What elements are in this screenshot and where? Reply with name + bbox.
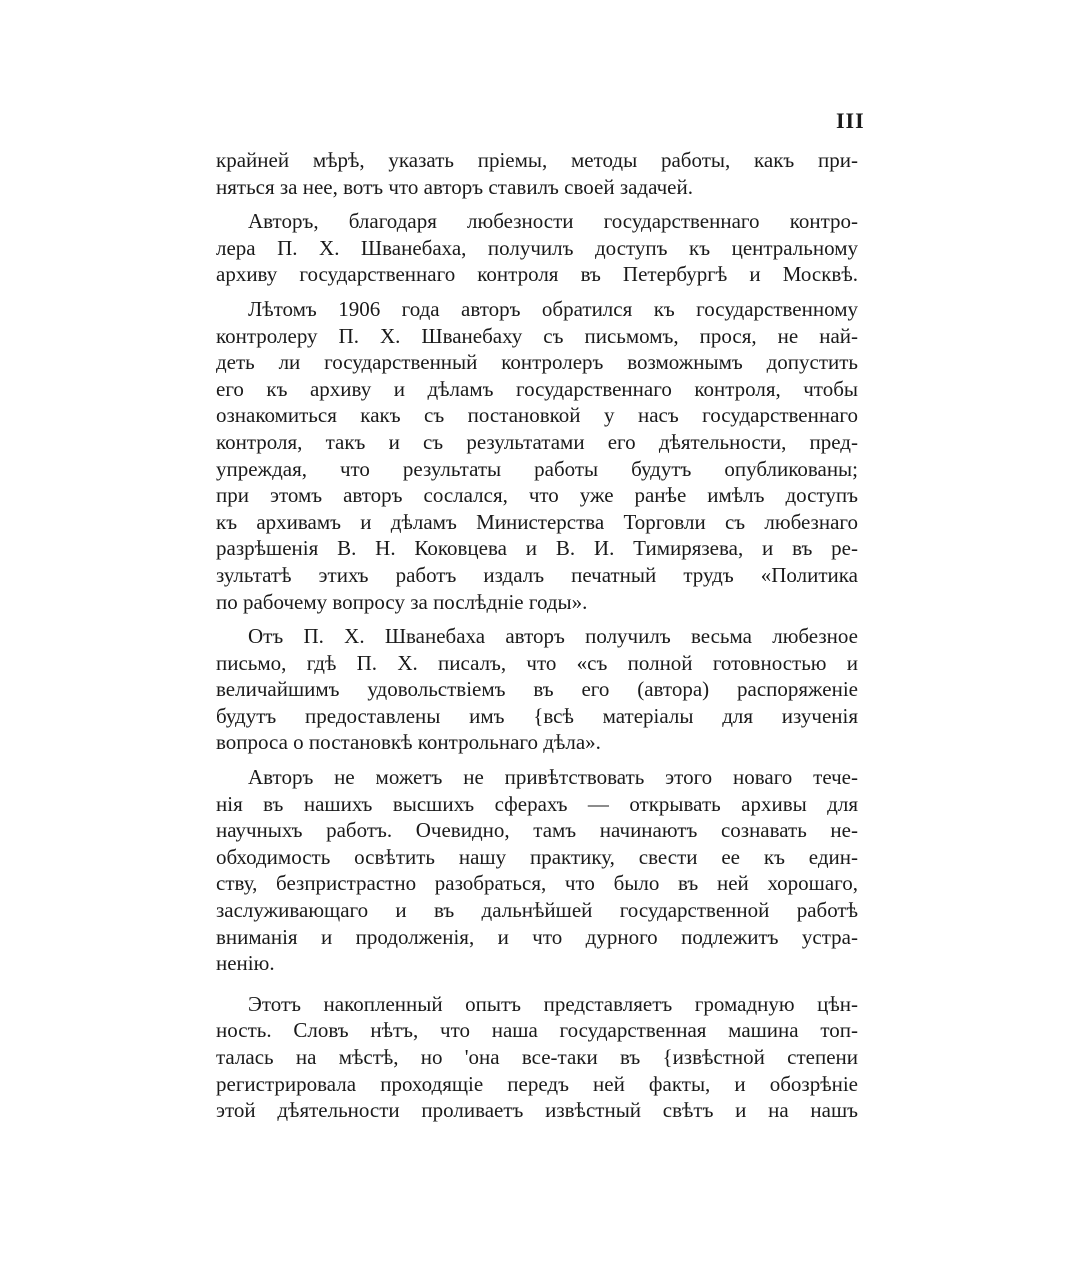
- text-line: вопроса о постановкѣ контрольнаго дѣла».: [216, 730, 601, 755]
- text-line: Авторъ не можетъ не привѣтствовать этого новаго тече-: [248, 765, 858, 790]
- text-line: будутъ предоставлены имъ {всѣ матеріалы для изученія: [216, 703, 858, 728]
- text-line: ненію.: [216, 951, 275, 976]
- text-line: вниманія и продолженія, и что дурного подлежитъ устра-: [216, 924, 858, 949]
- text-line: письмо, гдѣ П. Х. писалъ, что «съ полной готовностью и: [216, 650, 858, 675]
- paragraph-1: [216, 147, 858, 200]
- paragraph-2: [216, 208, 858, 288]
- paragraph-6: [216, 991, 858, 1124]
- text-line: его къ архиву и дѣламъ государственнаго контроля, чтобы: [216, 376, 858, 401]
- text-line: ству, безпристрастно разобраться, что было въ ней хорошаго,: [216, 871, 858, 896]
- text-line: няться за нее, вотъ что авторъ ставилъ своей задачей.: [216, 174, 693, 199]
- text-line: при этомъ авторъ сослался, что уже ранѣе имѣлъ доступъ: [216, 483, 858, 508]
- page-number: III: [836, 108, 865, 133]
- text-line: этой дѣятельности проливаетъ извѣстный свѣтъ и на нашъ: [216, 1098, 858, 1123]
- text-line: лера П. Х. Шванебаха, получилъ доступъ къ центральному: [216, 235, 858, 260]
- text-line: Этотъ накопленный опытъ представляетъ громадную цѣн-: [248, 991, 858, 1016]
- text-line: разрѣшенія В. Н. Коковцева и В. И. Тимирязева, и въ ре-: [216, 536, 858, 561]
- text-line: контроля, такъ и съ результатами его дѣятельности, пред-: [216, 429, 858, 454]
- text-line: Отъ П. Х. Шванебаха авторъ получилъ весьма любезное: [248, 624, 858, 649]
- text-line: ознакомиться какъ съ постановкой у насъ государственнаго: [216, 403, 858, 428]
- text-line: регистрировала проходящіе передъ ней факты, и обозрѣніе: [216, 1071, 858, 1096]
- text-line: упреждая, что результаты работы будутъ опубликованы;: [216, 456, 858, 481]
- text-line: величайшимъ удовольствіемъ въ его (автора) распоряженіе: [216, 677, 858, 702]
- text-line: нія въ нашихъ высшихъ сферахъ — открывать архивы для: [216, 791, 858, 816]
- text-line: Лѣтомъ 1906 года авторъ обратился къ государственному: [248, 296, 858, 321]
- paragraph-5: [216, 764, 858, 977]
- paragraph-3: [216, 296, 858, 615]
- paragraph-4: [216, 623, 858, 756]
- text-line: обходимость освѣтить нашу практику, свести ее къ един-: [216, 844, 858, 869]
- text-line: по рабочему вопросу за послѣдніе годы».: [216, 589, 588, 614]
- text-line: научныхъ работъ. Очевидно, тамъ начинаютъ сознавать не-: [216, 818, 858, 843]
- text-line: талась на мѣстѣ, но 'она все-таки въ {извѣстной степени: [216, 1045, 858, 1069]
- text-line: заслуживающаго и въ дальнѣйшей государственной работѣ: [216, 898, 858, 923]
- text-line: контролеру П. Х. Шванебаху съ письмомъ, прося, не най-: [216, 323, 858, 348]
- text-line: къ архивамъ и дѣламъ Министерства Торговли съ любезнаго: [216, 509, 858, 534]
- text-line: крайней мѣрѣ, указать пріемы, методы работы, какъ при-: [216, 148, 858, 172]
- text-line: ность. Словъ нѣтъ, что наша государственная машина топ-: [216, 1018, 858, 1043]
- body-text: [216, 147, 858, 1132]
- text-line: Авторъ, благодаря любезности государственнаго контро-: [248, 209, 858, 234]
- text-line: архиву государственнаго контроля въ Петербургѣ и Москвѣ.: [216, 262, 858, 287]
- text-line: деть ли государственный контролеръ возможнымъ допустить: [216, 350, 858, 375]
- text-line: зультатѣ этихъ работъ издалъ печатный трудъ «Политика: [216, 562, 858, 587]
